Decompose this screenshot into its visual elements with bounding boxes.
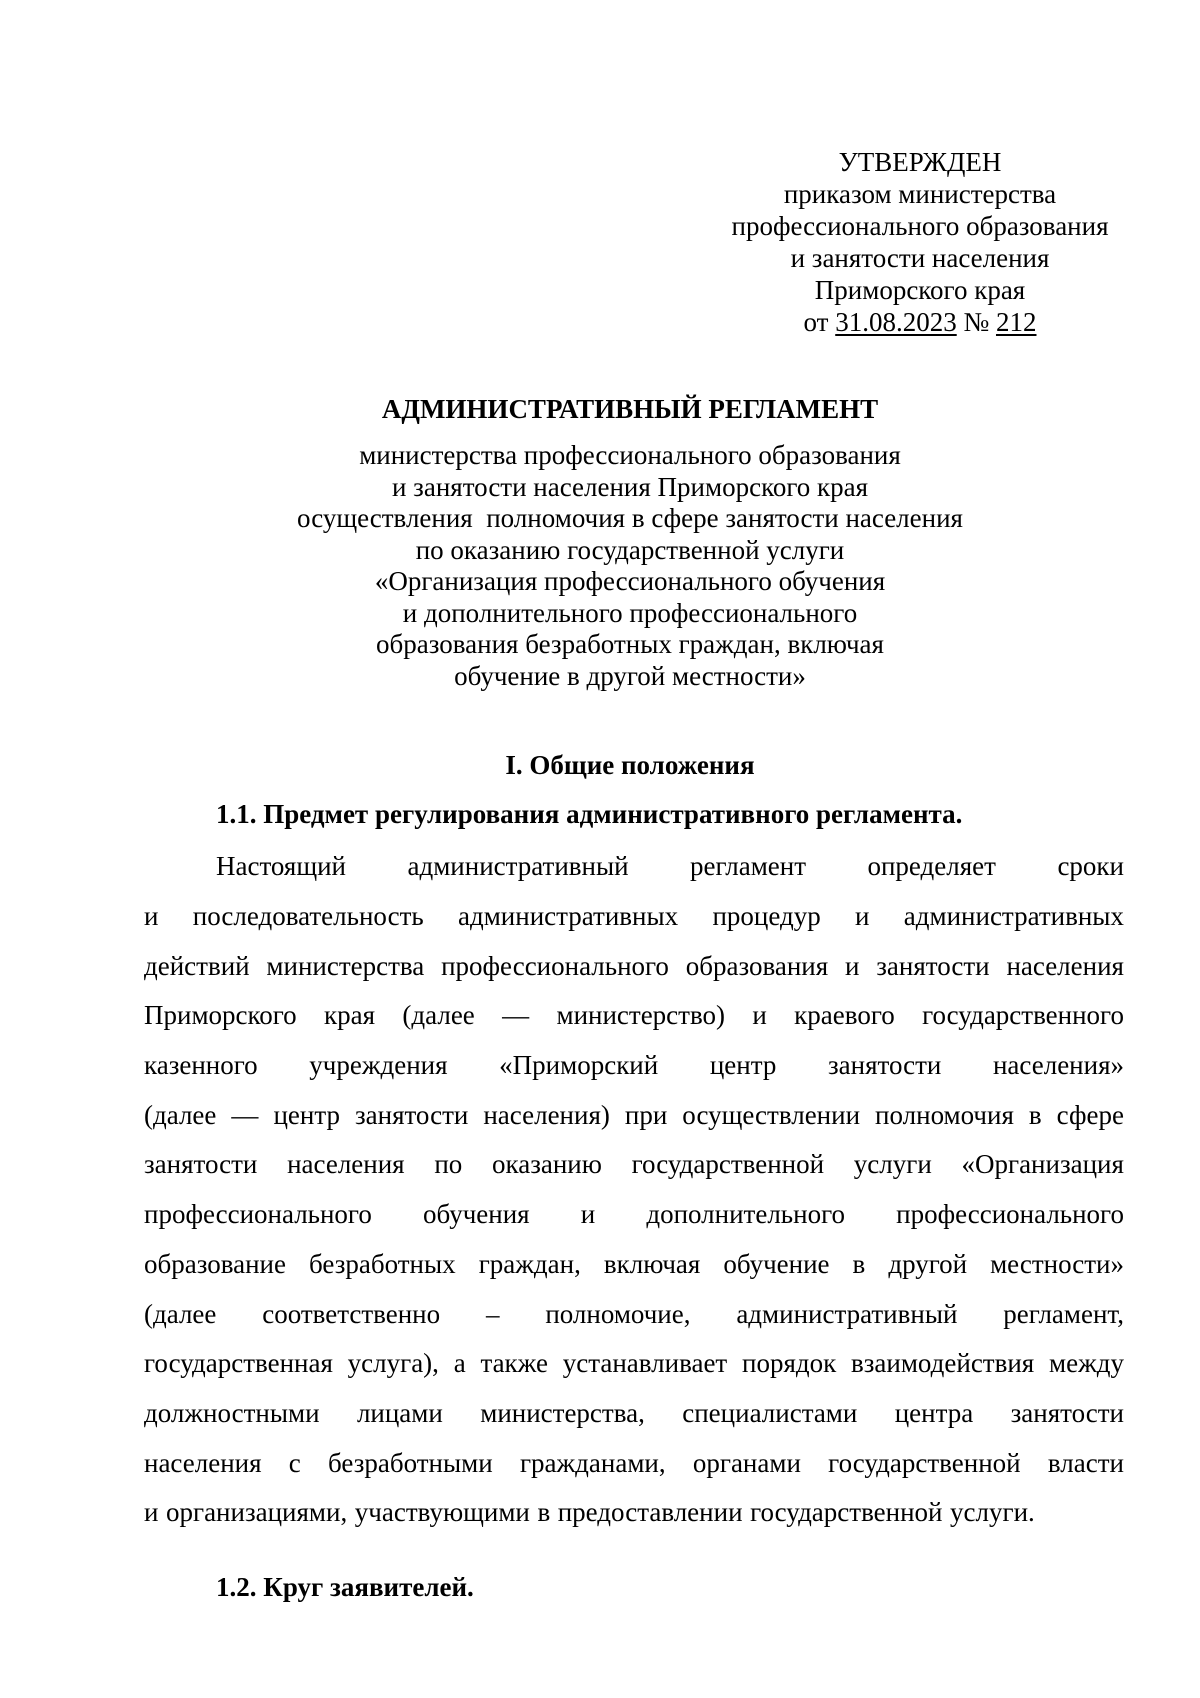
paragraph-word: между (1049, 1348, 1124, 1379)
paragraph-word: действий (144, 950, 250, 981)
paragraph-word: административный (407, 851, 629, 882)
approval-date-prefix: от (803, 307, 836, 337)
paragraph-word: административных (903, 901, 1124, 932)
paragraph-word: — (502, 1000, 530, 1031)
paragraph-word: образования (685, 950, 829, 981)
paragraph-line (144, 1339, 1124, 1389)
paragraph-word: устанавливает (562, 1348, 728, 1379)
paragraph-word: краевого (794, 1000, 895, 1031)
paragraph-word: занятости (827, 1050, 942, 1081)
approval-line-3: и занятости населения (790, 243, 1050, 273)
approval-date: 31.08.2023 (835, 307, 957, 337)
paragraph-line (144, 941, 1124, 991)
subtitle-line: осуществления полномочия в сфере занятости населения (297, 503, 963, 533)
paragraph-word: а (453, 1348, 466, 1379)
paragraph-word: государственной (828, 1447, 1021, 1478)
subtitle-line: и занятости населения Приморского края (391, 471, 868, 502)
paragraph-word: определяет (867, 851, 996, 882)
paragraph-word: обучение (723, 1248, 830, 1279)
paragraph-word: занятости (1010, 1397, 1124, 1428)
paragraph-word: безработными (328, 1447, 493, 1478)
paragraph-line (144, 1041, 1124, 1091)
paragraph-word: занятости (876, 950, 990, 981)
paragraph-line (144, 1240, 1124, 1290)
paragraph-word: Приморского (144, 1000, 297, 1031)
paragraph-word: обучения (422, 1199, 530, 1230)
paragraph-word: другой (888, 1248, 968, 1279)
paragraph-word: граждан, (478, 1248, 581, 1279)
paragraph-word: (далее (144, 1099, 217, 1130)
paragraph-word: сроки (1057, 851, 1124, 882)
paragraph-word: государственная (144, 1348, 333, 1379)
paragraph-word: административный (736, 1298, 958, 1329)
paragraph-word: населения) (483, 1099, 610, 1130)
paragraph-word: регламент, (1003, 1298, 1124, 1329)
subtitle-line: по оказанию государственной услуги (415, 534, 845, 565)
paragraph-word: органами (692, 1447, 801, 1478)
paragraph-word: в (852, 1248, 866, 1279)
paragraph-word: при (624, 1099, 668, 1130)
paragraph-word: образование (144, 1248, 286, 1279)
paragraph-word: государственной (750, 1497, 943, 1528)
paragraph-word: и (580, 1199, 596, 1230)
subtitle-line: и дополнительного профессионального (402, 597, 858, 628)
paragraph-word: населения (1006, 950, 1124, 981)
paragraph-word: гражданами, (519, 1447, 666, 1478)
paragraph-word: процедур (712, 901, 821, 932)
paragraph-word: края (324, 1000, 376, 1031)
paragraph-word: предоставлении (557, 1497, 743, 1528)
paragraph-line (144, 1438, 1124, 1488)
paragraph-word: «Организация (961, 1149, 1124, 1180)
paragraph-word: министерства (266, 950, 425, 981)
paragraph-word: должностными (144, 1397, 320, 1428)
paragraph-word: услуги (853, 1149, 932, 1180)
approval-stamp (700, 146, 1140, 338)
approval-line-1: приказом министерства (783, 179, 1057, 209)
paragraph-word: лицами (356, 1397, 443, 1428)
paragraph-word: порядок (742, 1348, 837, 1379)
paragraph-line (144, 991, 1124, 1041)
paragraph-word: с (288, 1447, 301, 1478)
paragraph-word: и (752, 1000, 767, 1031)
paragraph-word: профессионального (896, 1199, 1124, 1230)
paragraph-word: и (855, 901, 870, 932)
paragraph-word: и (144, 901, 159, 932)
paragraph-word: полномочие, (545, 1298, 691, 1329)
paragraph-word: включая (603, 1248, 701, 1279)
paragraph-word: профессионального (441, 950, 669, 981)
paragraph-word: министерства, (480, 1397, 645, 1428)
document-subtitle (0, 440, 1200, 692)
paragraph-word: в (1028, 1099, 1042, 1130)
paragraph-line (144, 1389, 1124, 1439)
subtitle-line: обучение в другой местности» (454, 660, 806, 691)
paragraph-line (144, 1488, 1124, 1538)
paragraph-word: профессионального (144, 1199, 372, 1230)
paragraph-word: государственной (631, 1149, 825, 1180)
subsection-heading-1: 1.1. Предмет регулирования административного регламента. (216, 799, 963, 829)
paragraph-word: казенного (144, 1050, 258, 1081)
subsection-heading-2: 1.2. Круг заявителей. (216, 1572, 474, 1602)
paragraph-word: центр (709, 1050, 777, 1081)
paragraph-word: населения (144, 1447, 262, 1478)
paragraph-line (144, 1140, 1124, 1190)
approval-date-line (700, 306, 1140, 338)
paragraph-word: населения» (992, 1050, 1124, 1081)
paragraph-word: и (845, 950, 860, 981)
paragraph-word: полномочия (875, 1099, 1014, 1130)
paragraph-word: – (485, 1298, 500, 1329)
paragraph-word: — (231, 1099, 259, 1130)
paragraph-word: дополнительного (646, 1199, 845, 1230)
approval-number: 212 (995, 307, 1037, 337)
subtitle-line: образования безработных граждан, включая (376, 629, 884, 659)
paragraph-word: (далее (402, 1000, 475, 1031)
approval-line-2: профессионального образования (731, 211, 1109, 241)
subtitle-line: министерства профессионального образования (359, 440, 901, 470)
document-title: АДМИНИСТРАТИВНЫЙ РЕГЛАМЕНТ (381, 394, 879, 424)
paragraph-word: осуществлении (682, 1099, 861, 1130)
approval-line-4: Приморского края (814, 275, 1026, 305)
paragraph-word: организациями, (166, 1497, 348, 1528)
paragraph-word: центра (894, 1397, 974, 1428)
paragraph-word: местности» (990, 1248, 1124, 1279)
paragraph-word: также (480, 1348, 548, 1379)
paragraph-line (144, 1289, 1124, 1339)
paragraph-word: по (434, 1149, 463, 1180)
subtitle-line: «Организация профессионального обучения (374, 566, 886, 596)
paragraph-line (144, 1190, 1124, 1240)
paragraph-word: последовательность (192, 901, 424, 932)
paragraph-word: специалистами (682, 1397, 858, 1428)
paragraph-word: услуга), (347, 1348, 439, 1379)
paragraph-word: министерство) (556, 1000, 726, 1031)
body-paragraph (144, 842, 1124, 1538)
paragraph-word: взаимодействия (851, 1348, 1035, 1379)
paragraph-word: занятости (144, 1149, 258, 1180)
paragraph-word: центр (273, 1099, 340, 1130)
paragraph-word: сфере (1056, 1099, 1124, 1130)
paragraph-word: оказанию (492, 1149, 602, 1180)
paragraph-word: услуги. (950, 1497, 1035, 1528)
paragraph-word: и (144, 1497, 159, 1528)
paragraph-word: «Приморский (499, 1050, 659, 1081)
paragraph-word: безработных (309, 1248, 456, 1279)
paragraph-word: участвующими (354, 1497, 530, 1528)
paragraph-line (144, 1090, 1124, 1140)
paragraph-word: регламент (690, 851, 807, 882)
section-title: I. Общие положения (505, 750, 755, 780)
approval-number-sign: № (956, 307, 996, 337)
paragraph-word: Настоящий (216, 851, 347, 882)
paragraph-word: административных (458, 901, 679, 932)
paragraph-word: (далее (144, 1298, 217, 1329)
paragraph-word: учреждения (309, 1050, 448, 1081)
paragraph-word: соответственно (262, 1298, 441, 1329)
approval-status: УТВЕРЖДЕН (838, 147, 1002, 177)
paragraph-line (144, 892, 1124, 942)
paragraph-word: власти (1047, 1447, 1124, 1478)
paragraph-word: государственного (922, 1000, 1124, 1031)
paragraph-word: в (537, 1497, 551, 1528)
paragraph-word: населения (287, 1149, 405, 1180)
paragraph-word: занятости (354, 1099, 469, 1130)
paragraph-line (144, 842, 1124, 892)
